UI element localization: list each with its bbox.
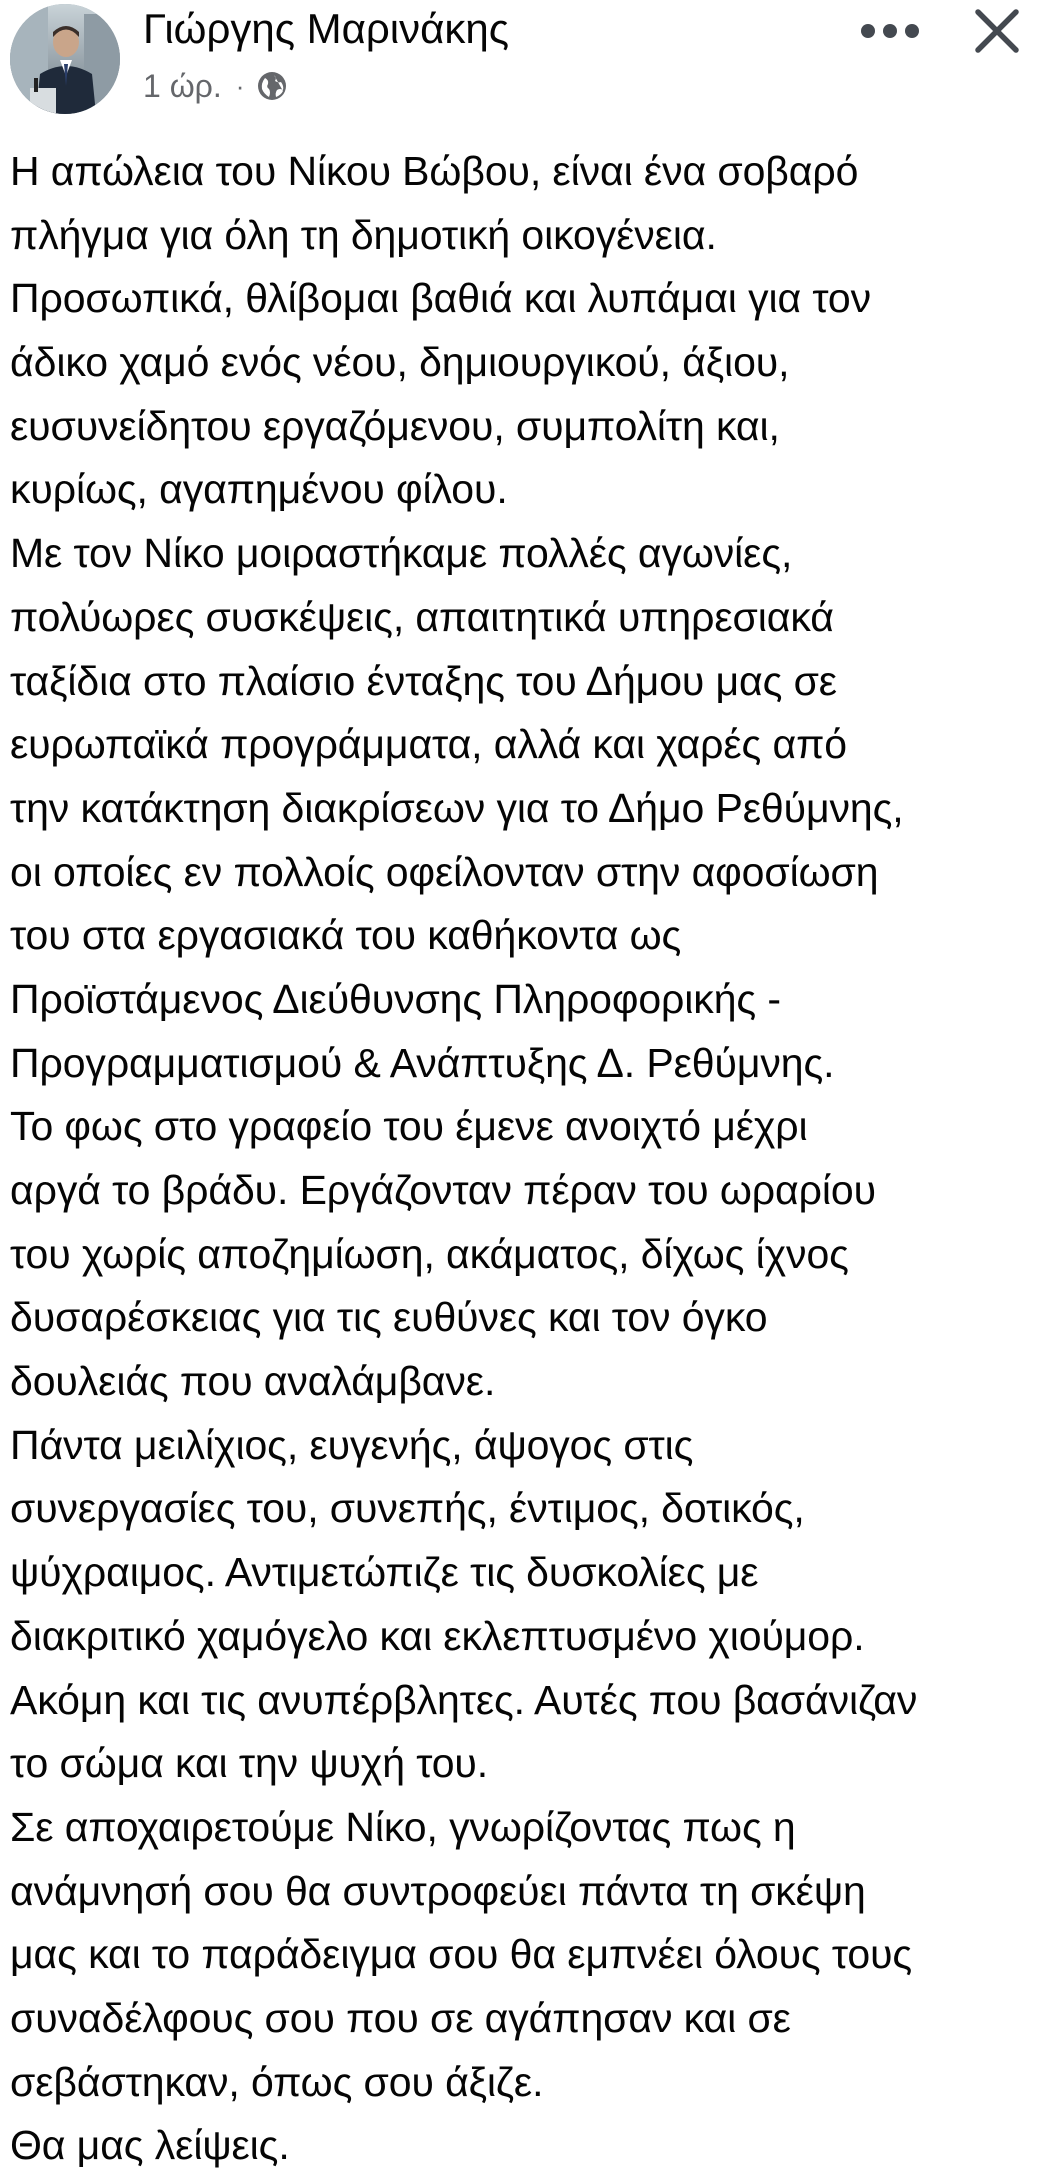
post-text-line: Το φως στο γραφείο του έμενε ανοιχτό μέχρι	[10, 1103, 808, 1150]
close-button[interactable]	[966, 0, 1028, 62]
post-text-line: την κατάκτηση διακρίσεων για το Δήμο Ρεθύμνης,	[10, 784, 904, 831]
post-text-line: Προσωπικά, θλίβομαι βαθιά και λυπάμαι για τον	[10, 275, 871, 322]
post-text-line: ανάμνησή σου θα συντροφεύει πάντα τη σκέψη	[10, 1867, 866, 1914]
post-time[interactable]: 1 ώρ.	[143, 67, 222, 104]
post-text-line: αργά το βράδυ. Εργάζονταν πέραν του ωραρίου	[10, 1167, 876, 1213]
post-text-line: δυσαρέσκειας για τις ευθύνες και τον όγκο	[10, 1294, 768, 1341]
author-name[interactable]: Γιώργης Μαρινάκης	[143, 5, 509, 52]
post-text-line: το σώμα και την ψυχή του.	[10, 1740, 489, 1787]
post-text-line: ευρωπαϊκά προγράμματα, αλλά και χαρές από	[10, 721, 848, 768]
post-text-line: Σε αποχαιρετούμε Νίκο, γνωρίζοντας πως η	[10, 1803, 796, 1850]
post-text-line: συναδέλφους σου που σε αγάπησαν και σε	[10, 1994, 791, 2041]
post-text-line: διακριτικό χαμόγελο και εκλεπτυσμένο χιούμορ.	[10, 1612, 865, 1659]
post-text-line: Θα μας λείψεις.	[10, 2122, 290, 2169]
post-text-line: Προγραμματισμού & Ανάπτυξης Δ. Ρεθύμνης.	[10, 1039, 835, 1086]
post-text-line: κυρίως, αγαπημένου φίλου.	[10, 466, 508, 513]
post-text-line: Προϊστάμενος Διεύθυνσης Πληροφορικής -	[10, 975, 781, 1022]
globe-icon[interactable]	[256, 70, 288, 102]
post-text-line: του στα εργασιακά του καθήκοντα ως	[10, 912, 682, 959]
post-text-line: πλήγμα για όλη τη δημοτική οικογένεια.	[10, 211, 717, 258]
post-text-line: πολύωρες συσκέψεις, απαιτητικά υπηρεσιακά	[10, 593, 834, 640]
post-text-line: μας και το παράδειγμα σου θα εμπνέει όλους τους	[10, 1931, 913, 1978]
post-text-line: Πάντα μειλίχιος, ευγενής, άψογος στις	[10, 1421, 694, 1468]
post-text-line: Η απώλεια του Νίκου Βώβου, είναι ένα σοβαρό	[10, 148, 859, 194]
post-text-line: Ακόμη και τις ανυπέρβλητες. Αυτές που βασάνιζαν	[10, 1676, 918, 1723]
post-text	[10, 140, 1030, 2178]
post-text-line: ευσυνείδητου εργαζόμενου, συμπολίτη και,	[10, 402, 780, 449]
post-text-line: συνεργασίες του, συνεπής, έντιμος, δοτικός,	[10, 1485, 805, 1532]
more-options-icon	[858, 21, 922, 41]
post-text-line: Με τον Νίκο μοιραστήκαμε πολλές αγωνίες,	[10, 530, 793, 577]
meta-separator: ·	[235, 70, 245, 101]
post-text-line: άδικο χαμό ενός νέου, δημιουργικού, άξιου,	[10, 339, 790, 386]
post-text-line: οι οποίες εν πολλοίς οφείλονταν στην αφοσίωση	[10, 848, 879, 895]
post-text-line: ψύχραιμος. Αντιμετώπιζε τις δυσκολίες με	[10, 1549, 759, 1596]
post-text-line: δουλειάς που αναλάμβανε.	[10, 1358, 496, 1405]
more-options-button[interactable]	[852, 6, 928, 56]
avatar[interactable]	[10, 4, 120, 114]
post-header	[0, 0, 1044, 120]
post-text-line: σεβάστηκαν, όπως σου άξιζε.	[10, 2058, 544, 2105]
post-meta	[143, 64, 288, 108]
post-text-line: του χωρίς αποζημίωση, ακάματος, δίχως ίχνος	[10, 1230, 849, 1277]
avatar-photo	[10, 4, 120, 114]
post-text-line: ταξίδια στο πλαίσιο ένταξης του Δήμου μας σε	[10, 657, 837, 704]
close-icon	[974, 8, 1020, 54]
